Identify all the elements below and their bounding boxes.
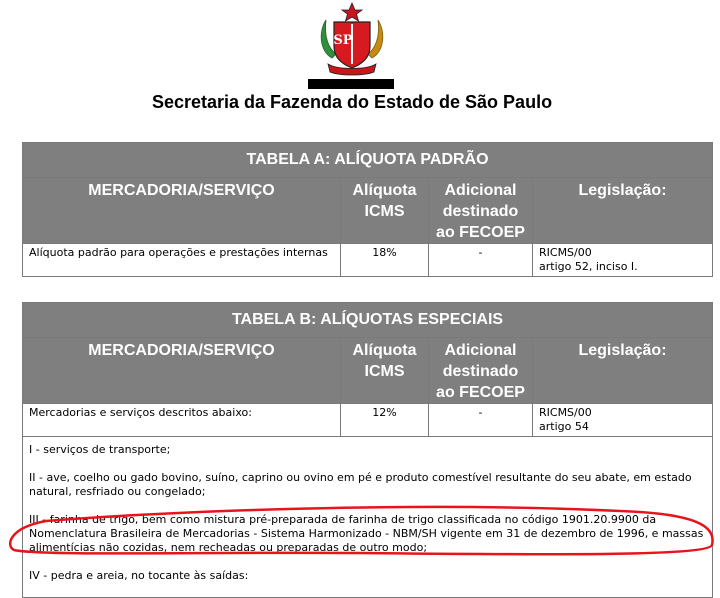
emblem-letters: SP — [333, 33, 353, 48]
col-header-legislacao: Legislação: — [533, 338, 713, 404]
row-description: Alíquota padrão para operações e prestações internas — [23, 244, 341, 277]
col-header-mercadoria: MERCADORIA/SERVIÇO — [23, 338, 341, 404]
list-item: IV - pedra e areia, no tocante às saídas: — [29, 569, 249, 582]
table-row — [23, 404, 713, 437]
col-header-mercadoria: MERCADORIA/SERVIÇO — [23, 178, 341, 244]
row-rate: 12% — [341, 404, 429, 437]
items-row — [23, 437, 713, 598]
col-header-fecoep: Adicional destinado ao FECOEP — [429, 338, 533, 404]
sao-paulo-coat-of-arms-icon — [318, 2, 386, 78]
table-a-caption: TABELA A: ALÍQUOTA PADRÃO — [23, 143, 713, 178]
row-legislation: RICMS/00 artigo 52, inciso I. — [533, 244, 713, 277]
table-b — [22, 302, 713, 598]
list-item: I - serviços de transporte; — [29, 443, 171, 456]
page-title: Secretaria da Fazenda do Estado de São Paulo — [151, 92, 553, 112]
row-description: Mercadorias e serviços descritos abaixo: — [23, 404, 341, 437]
row-fecoep: - — [429, 244, 533, 277]
row-legislation: RICMS/00 artigo 54 — [533, 404, 713, 437]
redacted-bar — [308, 79, 394, 89]
col-header-legislacao: Legislação: — [533, 178, 713, 244]
row-rate: 18% — [341, 244, 429, 277]
col-header-aliquota: Alíquota ICMS — [341, 338, 429, 404]
items-cell — [23, 437, 713, 598]
list-item: III - farinha de trigo, bem como mistura pré-preparada de farinha de trigo classificada no código 1901.20.9900 da Nomenclatura Brasileira de Mercadorias - Sistema Harmonizado - NBM/SH vigente em 31 de dezembro de 1996, e massas alimentícias não cozidas, nem recheadas ou preparadas de outro modo; — [29, 513, 704, 554]
col-header-aliquota: Alíquota ICMS — [341, 178, 429, 244]
table-a — [22, 142, 713, 277]
list-item: II - ave, coelho ou gado bovino, suíno, caprino ou ovino em pé e produto comestível resultante do seu abate, em estado natural, resfriado ou congelado; — [29, 471, 692, 498]
row-fecoep: - — [429, 404, 533, 437]
table-b-caption: TABELA B: ALÍQUOTAS ESPECIAIS — [23, 303, 713, 338]
table-row — [23, 244, 713, 277]
col-header-fecoep: Adicional destinado ao FECOEP — [429, 178, 533, 244]
